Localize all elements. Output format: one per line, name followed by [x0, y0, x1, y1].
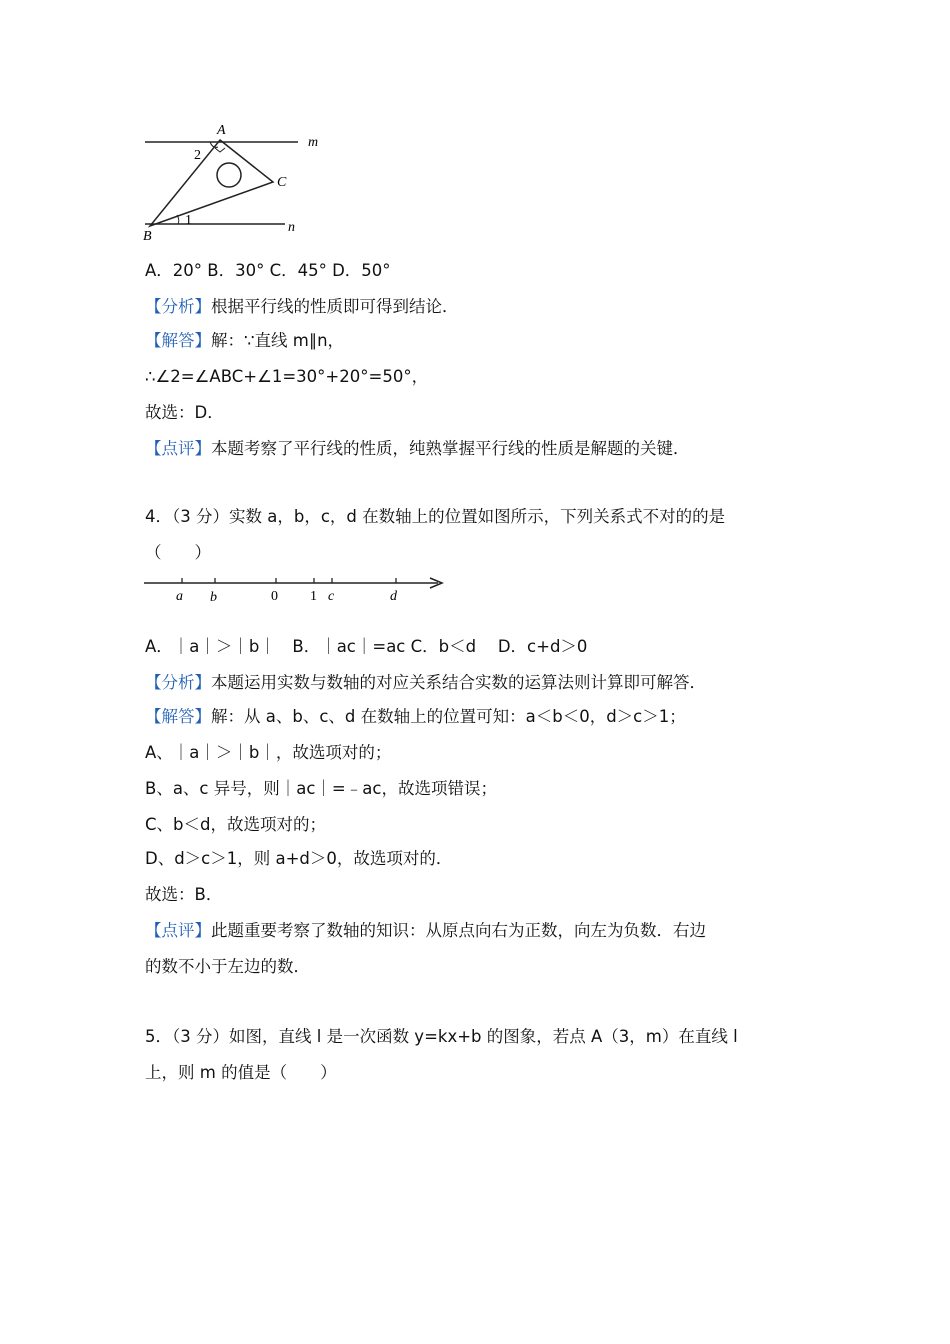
label-angle-1: 1: [185, 213, 192, 228]
comment-text: 此题重要考察了数轴的知识：从原点向右为正数，向左为负数．右边: [211, 921, 706, 940]
label-angle-2: 2: [194, 148, 201, 163]
analysis-tag: 【分析】: [145, 297, 211, 316]
q4-answer: 故选：B．: [145, 885, 223, 904]
q4-solution-a: A、｜a｜＞｜b｜，故选项对的；: [145, 743, 392, 762]
comment-tag: 【点评】: [145, 439, 211, 458]
label-n: n: [288, 220, 295, 235]
label-m: m: [308, 135, 319, 150]
triangle-hole: [217, 163, 241, 187]
solution-tag: 【解答】: [145, 707, 211, 726]
q3-analysis: [145, 297, 459, 317]
q4-analysis: [145, 673, 706, 693]
q3-options: A．20° B．30° C．45° D．50°: [145, 261, 391, 280]
tick-label-zero: 0: [271, 589, 278, 604]
comment-text: 本题考察了平行线的性质，纯熟掌握平行线的性质是解题的关键．: [211, 439, 690, 458]
analysis-tag: 【分析】: [145, 673, 211, 692]
q5-question-line2: 上，则 m 的值是（ ）: [145, 1063, 337, 1082]
q3-answer: 故选：D．: [145, 403, 224, 422]
q3-solution-line2: ∴∠2=∠ABC+∠1=30°+20°=50°，: [145, 367, 429, 386]
tick-label-d: d: [390, 589, 397, 604]
q3-solution: [145, 331, 344, 351]
q4-solution: [145, 707, 686, 727]
q4-solution-d: D、d＞c＞1，则 a+d＞0，故选项对的．: [145, 849, 453, 868]
right-angle-mark: [215, 148, 225, 152]
tick-label-c: c: [328, 589, 335, 604]
q5-question: 5．（3 分）如图，直线 l 是一次函数 y=kx+b 的图象，若点 A（3，m）在直线 l: [145, 1027, 738, 1046]
label-a: A: [217, 123, 226, 138]
solution-text: 解：从 a、b、c、d 在数轴上的位置可知：a＜b＜0，d＞c＞1；: [211, 707, 686, 726]
q4-options: A．｜a｜＞｜b｜ B．｜ac｜=ac C．b＜d D．c+d＞0: [145, 637, 588, 656]
comment-tag: 【点评】: [145, 921, 211, 940]
label-b: B: [143, 229, 152, 244]
q3-comment: [145, 439, 690, 459]
tick-label-b: b: [210, 590, 217, 605]
tick-label-one: 1: [310, 589, 317, 604]
analysis-text: 本题运用实数与数轴的对应关系结合实数的运算法则计算即可解答．: [211, 673, 706, 692]
triangle-abc: [150, 140, 273, 226]
q4-solution-c: C、b＜d，故选项对的；: [145, 815, 326, 834]
q4-question-line2: （ ）: [145, 543, 211, 562]
q4-comment: [145, 921, 706, 941]
analysis-text: 根据平行线的性质即可得到结论．: [211, 297, 459, 316]
solution-text: 解：∵直线 m∥n，: [211, 331, 345, 350]
q4-solution-b: B、a、c 异号，则｜ac｜=﹣ac，故选项错误；: [145, 779, 497, 798]
number-line-figure: [140, 570, 450, 606]
tick-label-a: a: [176, 589, 183, 604]
q4-question: 4．（3 分）实数 a，b，c，d 在数轴上的位置如图所示，下列关系式不对的的是: [145, 507, 726, 526]
solution-tag: 【解答】: [145, 331, 211, 350]
parallel-lines-figure: [140, 118, 340, 248]
label-c: C: [277, 175, 287, 190]
q4-comment-line2: 的数不小于左边的数．: [145, 957, 310, 976]
